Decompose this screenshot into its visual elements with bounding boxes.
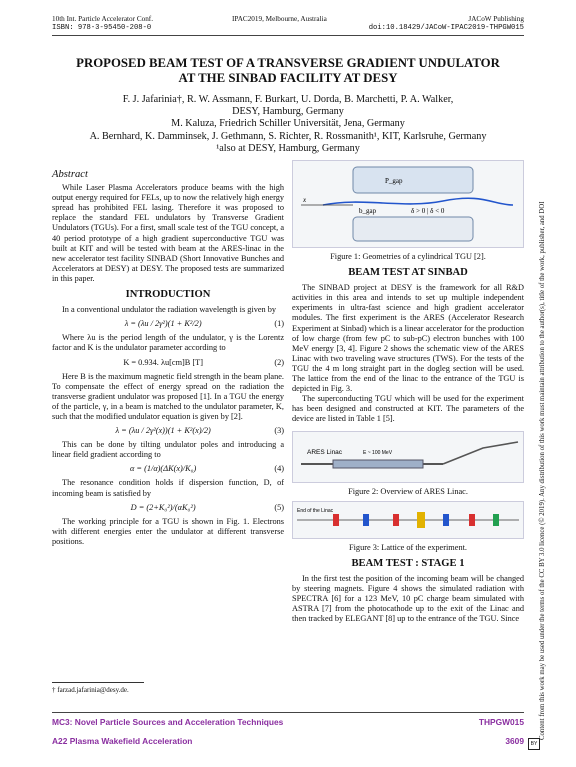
equation-body: λ = (λu / 2γ²(x))(1 + K²(x)/2) [115,426,211,436]
equation-number: (4) [274,464,284,474]
lattice-element-quad [363,514,369,526]
equation-body: λ = (λu / 2γ²)(1 + K²/2) [124,319,202,329]
figure-2 [292,431,524,483]
header-publisher: JACoW Publishing [468,15,524,23]
title-line-1: PROPOSED BEAM TEST OF A TRANSVERSE GRADIENT UNDULATOR [76,56,500,70]
left-column [52,170,284,547]
section-heading-introduction: INTRODUCTION [125,289,211,301]
section-heading-sinbad: BEAM TEST AT SINBAD [348,267,468,279]
license-text: Content from this work may be used under the terms of the CC BY 3.0 licence (© 2019). Any distribution of this work must maintain attribution to the author(s), title of the work, publisher, and DOI [539,201,546,740]
lattice-element-quad [333,514,339,526]
equation-number: (2) [274,357,284,367]
author-line: F. J. Jafarinia†, R. W. Assmann, F. Burkart, U. Dorda, B. Marchetti, P. A. Walker, [122,94,454,105]
footer-track: A22 Plasma Wakefield Acceleration [52,736,193,746]
header-conference: 10th Int. Particle Accelerator Conf. [52,15,153,23]
lattice-element-quad [443,514,449,526]
figure-1-caption: Figure 1: Geometries of a cylindrical TGU [2]. [330,252,486,261]
figure-3 [292,501,524,539]
figure-2-caption: Figure 2: Overview of ARES Linac. [348,486,468,496]
lattice-end-label: End of the Linac [297,507,334,514]
equation-5 [52,503,284,513]
paragraph: The SINBAD project at DESY is the framework for all R&D activities in this area and intends to set up multiple independent experiments in ultra-fast science and high gradient accelerator modules. The first experiment is the ARES (Accelerator Research Experiment at Sinbad) which is a linear accelerator for the production of low charge (from few pC to sub-pC) electron bunches with 100 MeV energy [3, 4]. Figure 2 shows the schematic view of the ARES Linac with two traveling wave structures (TWS). For the tests of the TGU the 4 m long straight part in the dogleg section will be used. The lattice from the end of the linac to the entrance of the TGU is depicted in Fig. 3. [292,283,524,394]
paragraph: In the first test the position of the incoming beam will be changed by steering magnets. Figure 4 shows the simulated radiation with SPECTRA [6] for a 123 MeV, 10 pC charge beam simulated with ASTRA [7] from the photocathode up to the exit of the Linac and then tracked by ELEGANT [8] up to the entrance of the TGU. Since [292,573,524,624]
paragraph: Where λu is the period length of the undulator, γ is the Lorentz factor and K is the undulator parameter according to [52,333,284,353]
equation-body: K = 0.934. λu[cm]B [T] [123,357,203,367]
figure-3-caption: Figure 3: Lattice of the experiment. [349,542,467,552]
footer-paper-id: THPGW015 [478,717,524,727]
abstract-text: While Laser Plasma Accelerators produce beams with the high output energy required for FELs, up to now the relatively high energy spread has prohibited FEL lasing. Therefore it was proposed to replace the standard FEL undulators by Transverse Gradient Undulators (TGUs). For a first, small scale test of the TGU concept, a 40 period prototype of a high gradient superconductive TGU was built at KIT and will be tested with beam at the ARES-linac in the new accelerator test facility SINBAD (Short Innovative Bunches and Accelerators at DESY) at DESY. The proposed tests are summarized in this paper. [52,183,284,283]
equation-number: (3) [274,426,284,436]
footer-session: MC3: Novel Particle Sources and Acceleration Techniques [52,717,284,727]
title-line-2: AT THE SINBAD FACILITY AT DESY [178,71,398,85]
equation-body: D = (2+K₀²)/(αK₀²) [130,502,196,512]
header-venue: IPAC2019, Melbourne, Australia [232,15,327,23]
paragraph: This can be done by tilting undulator poles and introducing a linear field gradient according to [52,440,284,460]
affiliation-line: DESY, Hamburg, Germany [232,106,344,118]
equation-body: α = (1/α)(ΔK(x)/K₀) [130,464,197,474]
lattice-element-quad [493,514,499,526]
linac-structure [333,460,423,468]
equation-2 [52,358,284,368]
pgap-label: P_gap [385,177,403,185]
author-line: A. Bernhard, K. Damminsek, J. Gethmann, S. Richter, R. Rossmanith¹, KIT, Karlsruhe, Germany [89,130,487,142]
paragraph: The resonance condition holds if dispersion function, D, of incoming beam is satisfied by [52,478,284,498]
figure-1 [292,160,524,248]
paper-title [52,56,524,86]
linac-label: ARES Linac [307,448,343,456]
lattice-element-quad [469,514,475,526]
beam-trajectory [323,198,513,205]
paragraph: In a conventional undulator the radiation wavelength is given by [62,305,277,315]
equation-number: (5) [274,502,284,512]
equation-number: (1) [274,319,284,329]
paragraph: The working principle for a TGU is shown in Fig. 1. Electrons with different energies enter the undulator at different transverse positions. [52,516,284,546]
figure-1-drawing [293,161,523,247]
equation-1 [52,319,284,329]
lattice-element-quad [393,514,399,526]
x-axis-label: x [303,196,307,204]
header-rule [52,35,524,36]
abstract-heading: Abstract [52,169,88,180]
equation-3 [52,426,284,436]
dogleg-section [443,442,518,464]
bgap-label: b_gap [359,207,377,215]
license-sidebar [529,22,546,742]
header-doi: doi:10.18429/JACoW-IPAC2019-THPGW015 [368,24,524,32]
footnote: † farzad.jafarinia@desy.de. [52,686,129,694]
section-heading-stage1: BEAM TEST : STAGE 1 [351,557,465,569]
lattice-element-quad [417,512,425,528]
right-column [292,160,524,624]
figure-2-drawing [293,432,523,482]
energy-label: E ~ 100 MeV [363,449,393,456]
lower-pole [353,217,473,241]
footnote-rule [52,682,144,683]
author-line: M. Kaluza, Friedrich Schiller Universität, Jena, Germany [171,118,405,130]
paragraph: Here B is the maximum magnetic field strength in the beam plane. To compensate the effect of energy spread on the radiation the transverse gradient undulator was proposed [1]. In a TGU the energy of the particle, γ, in a beam is matched to the undulator parameter, K, such that the modified undulator equation is given by [2]. [52,371,284,421]
upper-pole [353,167,473,193]
author-block [52,94,524,155]
header-isbn: ISBN: 978-3-95450-208-0 [52,24,152,32]
cc-license-icon: BY [528,738,540,750]
delta-label: δ > 0 | δ < 0 [411,207,445,215]
footer-page-number: 3609 [505,736,524,746]
paragraph: The superconducting TGU which will be used for the experiment has been designed and constructed at KIT. The parameters of the device are listed in Table 1 [5]. [292,394,524,424]
footer-rule [52,712,524,713]
figure-3-drawing [293,502,523,538]
affiliation-line: ¹also at DESY, Hamburg, Germany [216,142,360,154]
equation-4 [52,464,284,474]
